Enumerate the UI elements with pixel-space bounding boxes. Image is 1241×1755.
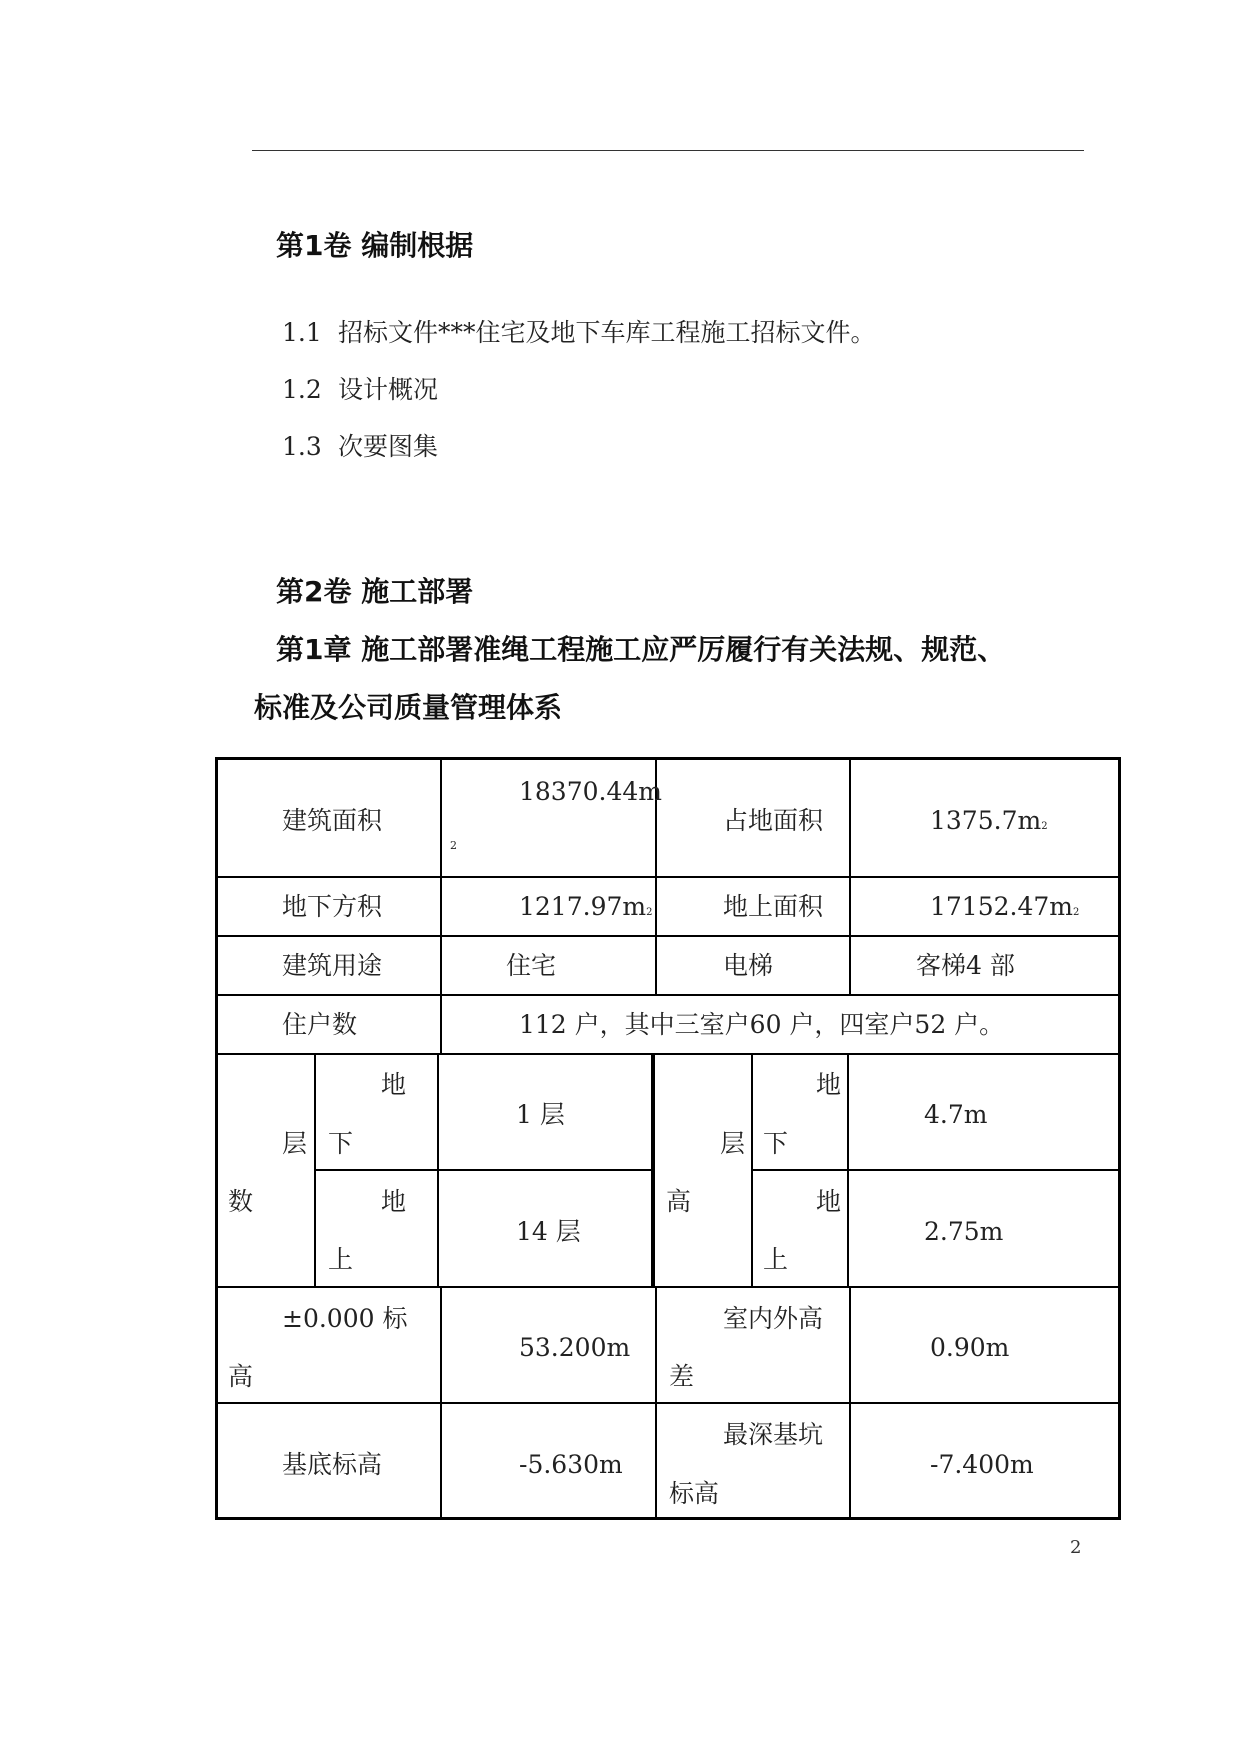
label-floors-a: 层 [282, 1129, 308, 1158]
chapter-title-line-1: 第1章 施工部署准绳工程施工应严厉履行有关法规、规范、 [276, 633, 1006, 666]
label-underground-a: 地 [816, 1070, 842, 1099]
label-building-area: 建筑面积 [282, 806, 383, 835]
label-above-a: 地 [816, 1187, 842, 1216]
value-underground-floors: 1 层 [516, 1100, 565, 1129]
label-elevator: 电梯 [723, 951, 774, 980]
label-zero-elevation-b: 高 [228, 1362, 254, 1391]
header-rule [252, 150, 1084, 151]
volume-1-title: 第1卷 编制根据 [276, 229, 474, 262]
list-item [282, 370, 438, 406]
value-above-floors: 14 层 [516, 1217, 581, 1246]
label-underground-b: 下 [763, 1129, 789, 1158]
label-zero-elevation-a: ±0.000 标 [282, 1304, 408, 1333]
value-zero-elevation: 53.200m [519, 1333, 631, 1362]
unit-superscript: 2 [1041, 821, 1048, 832]
list-item [282, 427, 438, 463]
label-underground-a: 地 [381, 1070, 407, 1099]
label-underground-area: 地下方积 [282, 892, 383, 921]
volume-2-title: 第2卷 施工部署 [276, 575, 474, 608]
label-underground-b: 下 [328, 1129, 354, 1158]
value-base-elevation: -5.630m [519, 1450, 623, 1479]
value-above-ground-area: 17152.47m2 [930, 892, 1080, 921]
value-underground-height: 4.7m [924, 1100, 988, 1129]
label-land-area: 占地面积 [723, 806, 824, 835]
label-floors-b: 数 [228, 1187, 254, 1216]
value-building-area: 18370.44m [519, 777, 662, 806]
list-item [282, 313, 876, 349]
label-heights-b: 高 [666, 1187, 692, 1216]
item-number: 1.1 [282, 318, 322, 347]
label-deepest-pit-b: 标高 [669, 1479, 720, 1508]
value-land-area: 1375.7m2 [930, 806, 1048, 835]
label-above-ground-area: 地上面积 [723, 892, 824, 921]
label-building-use: 建筑用途 [282, 951, 383, 980]
chapter-title-line-2: 标准及公司质量管理体系 [254, 691, 563, 724]
label-above-a: 地 [381, 1187, 407, 1216]
label-deepest-pit-a: 最深基坑 [723, 1420, 824, 1449]
unit-superscript: 2 [1073, 907, 1080, 918]
label-indoor-outdoor-diff-a: 室内外高 [723, 1304, 824, 1333]
value-indoor-outdoor-diff: 0.90m [930, 1333, 1010, 1362]
item-number: 1.3 [282, 432, 322, 461]
item-number: 1.2 [282, 375, 322, 404]
label-indoor-outdoor-diff-b: 差 [669, 1362, 695, 1391]
item-text: 招标文件***住宅及地下车库工程施工招标文件。 [338, 318, 876, 347]
label-heights-a: 层 [720, 1129, 746, 1158]
value-deepest-pit: -7.400m [930, 1450, 1034, 1479]
item-text: 次要图集 [338, 432, 439, 461]
page-number: 2 [1070, 1537, 1082, 1558]
value-above-height: 2.75m [924, 1217, 1004, 1246]
label-above-b: 上 [763, 1245, 789, 1274]
value-households: 112 户，其中三室户60 户，四室户52 户。 [519, 1010, 1005, 1039]
value-underground-area: 1217.97m2 [519, 892, 653, 921]
value-building-area-sup: 2 [450, 839, 457, 852]
value-building-use: 住宅 [506, 951, 557, 980]
label-above-b: 上 [328, 1245, 354, 1274]
unit-superscript: 2 [646, 907, 653, 918]
item-text: 设计概况 [338, 375, 439, 404]
value-elevator: 客梯4 部 [916, 951, 1015, 980]
label-households: 住户数 [282, 1010, 358, 1039]
label-base-elevation: 基底标高 [282, 1450, 383, 1479]
